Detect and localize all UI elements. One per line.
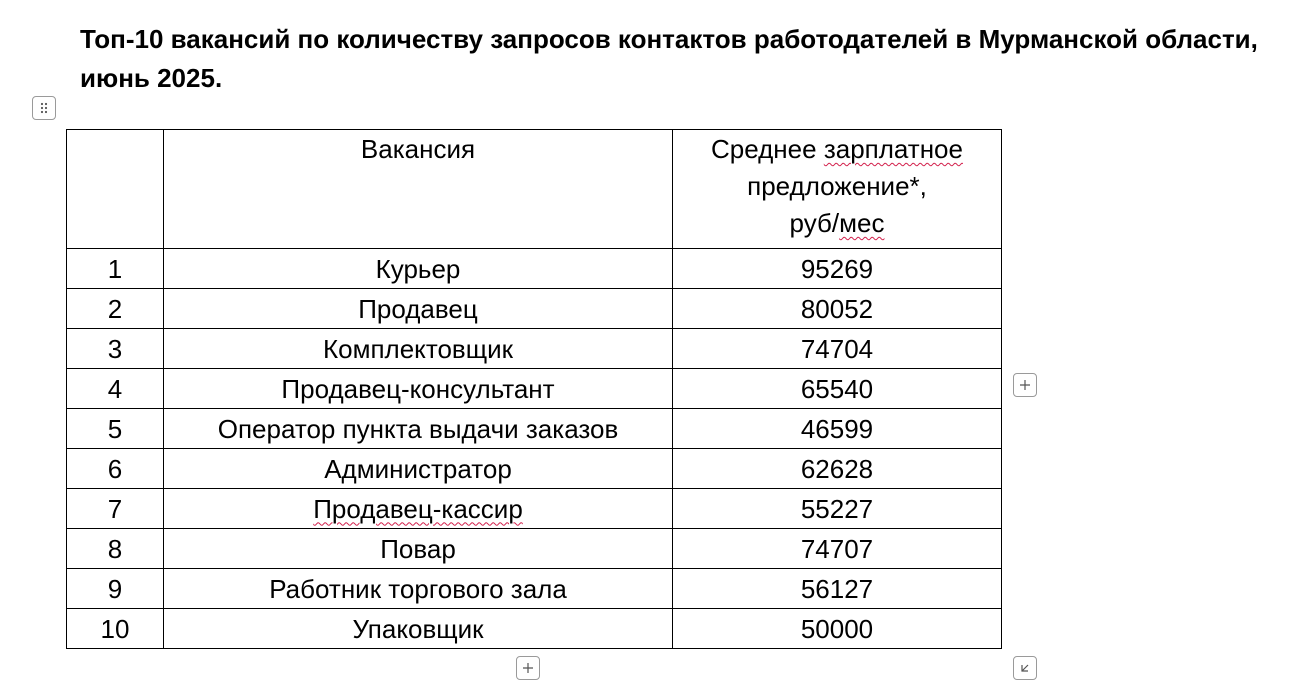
document-title: Топ-10 вакансий по количеству запросов контактов работодателей в Мурманской области, июнь 2025. <box>80 24 1258 93</box>
table-row <box>67 329 1002 369</box>
vacancy-cell[interactable]: Продавец <box>164 289 673 329</box>
header-salary-word-underlined: зарплатное <box>823 134 963 164</box>
table-row <box>67 249 1002 289</box>
header-salary-unit-underlined: мес <box>839 208 885 238</box>
row-number-cell[interactable]: 10 <box>67 609 164 649</box>
plus-icon <box>1019 379 1031 391</box>
vacancy-cell[interactable]: Администратор <box>164 449 673 489</box>
table-resize-handle[interactable] <box>1013 656 1037 680</box>
salary-cell[interactable]: 50000 <box>673 609 1002 649</box>
table-row <box>67 369 1002 409</box>
vacancy-text-underlined: Продавец-кассир <box>313 493 523 524</box>
header-number-cell[interactable] <box>67 130 164 249</box>
add-column-button[interactable] <box>1013 373 1037 397</box>
salary-cell[interactable]: 55227 <box>673 489 1002 529</box>
vacancy-cell[interactable] <box>164 489 673 529</box>
row-number-cell[interactable]: 5 <box>67 409 164 449</box>
table-header-row <box>67 130 1002 249</box>
vacancy-cell[interactable]: Упаковщик <box>164 609 673 649</box>
table-row <box>67 409 1002 449</box>
drag-handle-icon <box>39 102 49 114</box>
header-salary-text: предложение*, <box>747 171 927 201</box>
row-number-cell[interactable]: 7 <box>67 489 164 529</box>
salary-cell[interactable]: 65540 <box>673 369 1002 409</box>
row-number-cell[interactable]: 2 <box>67 289 164 329</box>
add-row-button[interactable] <box>516 656 540 680</box>
header-salary-text: руб/ <box>789 208 840 238</box>
salary-cell[interactable]: 80052 <box>673 289 1002 329</box>
next-paragraph-cutoff <box>80 680 1280 685</box>
salary-cell[interactable]: 95269 <box>673 249 1002 289</box>
vacancy-cell[interactable]: Продавец-консультант <box>164 369 673 409</box>
table-row <box>67 289 1002 329</box>
table-row <box>67 449 1002 489</box>
vacancies-table <box>66 129 1002 649</box>
row-number-cell[interactable]: 4 <box>67 369 164 409</box>
table-row <box>67 489 1002 529</box>
plus-icon <box>522 662 534 674</box>
row-number-cell[interactable]: 9 <box>67 569 164 609</box>
salary-cell[interactable]: 46599 <box>673 409 1002 449</box>
table-move-handle[interactable] <box>32 96 56 120</box>
row-number-cell[interactable]: 3 <box>67 329 164 369</box>
table-row <box>67 529 1002 569</box>
header-vacancy-cell[interactable]: Вакансия <box>164 130 673 249</box>
salary-cell[interactable]: 74704 <box>673 329 1002 369</box>
table-row <box>67 609 1002 649</box>
row-number-cell[interactable]: 1 <box>67 249 164 289</box>
row-number-cell[interactable]: 8 <box>67 529 164 569</box>
vacancy-cell[interactable]: Оператор пункта выдачи заказов <box>164 409 673 449</box>
table-row <box>67 569 1002 609</box>
header-salary-cell[interactable] <box>673 130 1002 249</box>
salary-cell[interactable]: 56127 <box>673 569 1002 609</box>
vacancy-cell[interactable]: Повар <box>164 529 673 569</box>
vacancy-cell[interactable]: Работник торгового зала <box>164 569 673 609</box>
resize-corner-icon <box>1019 662 1031 674</box>
vacancy-cell[interactable]: Курьер <box>164 249 673 289</box>
row-number-cell[interactable]: 6 <box>67 449 164 489</box>
salary-cell[interactable]: 62628 <box>673 449 1002 489</box>
salary-cell[interactable]: 74707 <box>673 529 1002 569</box>
vacancy-cell[interactable]: Комплектовщик <box>164 329 673 369</box>
header-salary-text: Среднее <box>711 134 824 164</box>
